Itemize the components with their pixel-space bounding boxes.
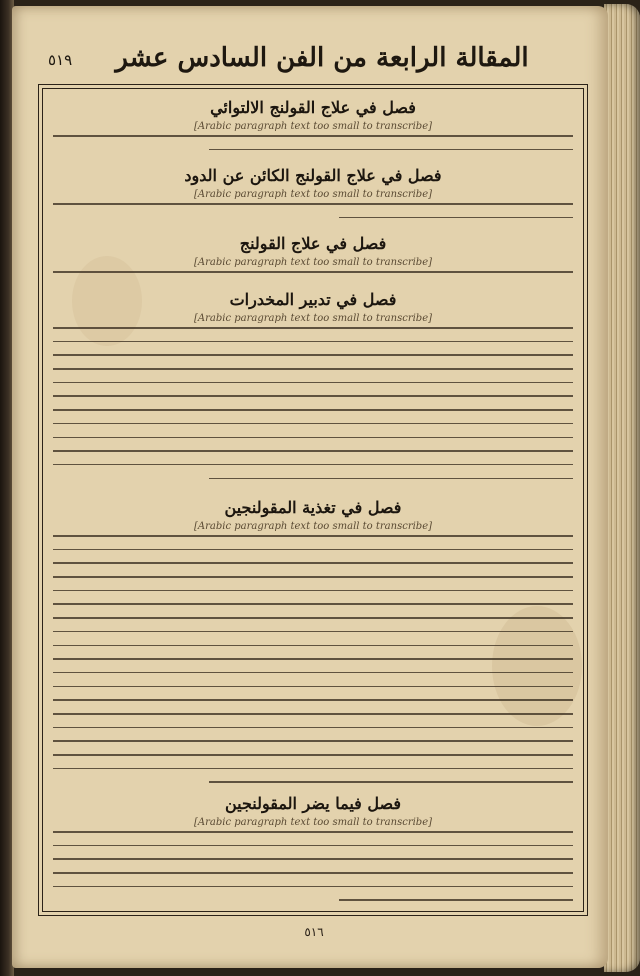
section-title: فصل فيما يضر المقولنجين — [224, 794, 402, 813]
section-text-lines — [53, 831, 573, 913]
page-edges — [604, 4, 640, 972]
page-number-top: ٥١٩ — [48, 51, 73, 69]
section-title: فصل في علاج القولنج الكائن عن الدود — [184, 166, 442, 185]
page-number-bottom: ٥١٦ — [304, 925, 324, 939]
section-body: [Arabic paragraph text too small to transcribe] — [193, 257, 433, 268]
section-text-lines — [53, 203, 573, 230]
running-title: المقالة الرابعة من الفن السادس عشر — [115, 43, 529, 73]
section-title: فصل في تغذية المقولنجين — [224, 498, 402, 517]
book-page — [12, 6, 608, 968]
text-frame — [38, 84, 588, 916]
section-text-lines — [53, 535, 573, 795]
section-text-lines — [53, 135, 573, 162]
section-body: [Arabic paragraph text too small to transcribe] — [193, 121, 433, 132]
section-body: [Arabic paragraph text too small to transcribe] — [193, 189, 433, 200]
page-content — [47, 93, 579, 907]
section-title: فصل في تدبير المخدرات — [229, 290, 397, 309]
section-body: [Arabic paragraph text too small to transcribe] — [193, 817, 433, 828]
section-text-lines — [53, 271, 573, 285]
section-text-lines — [53, 327, 573, 491]
section-title: فصل في علاج القولنج — [239, 234, 387, 253]
section-body: [Arabic paragraph text too small to transcribe] — [193, 313, 433, 324]
section-title: فصل في علاج القولنج الالتوائي — [210, 98, 416, 117]
section-body: [Arabic paragraph text too small to transcribe] — [193, 521, 433, 532]
